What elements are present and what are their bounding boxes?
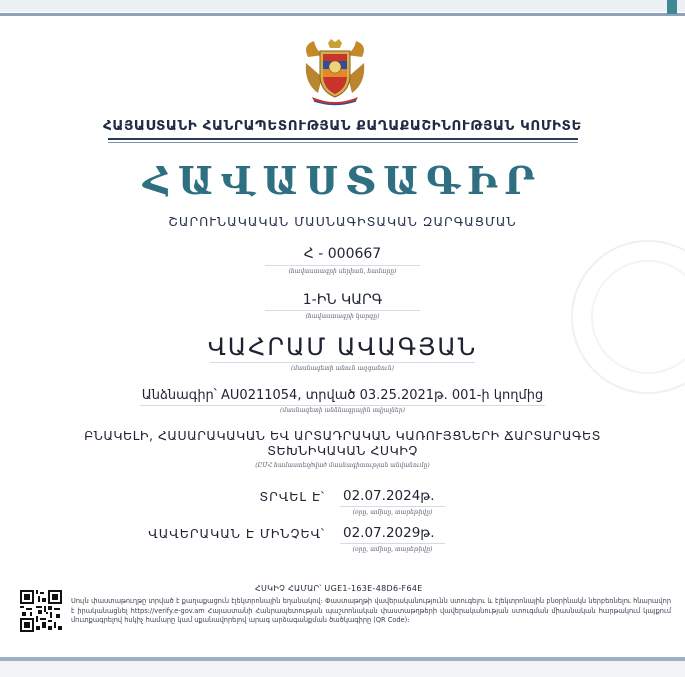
certificate-class: 1-ԻՆ ԿԱՐԳ (302, 292, 383, 308)
number-caption: (հավաստագրի սերիան, համարը) (288, 268, 397, 275)
issued-caption: (օրը, ամիսը, տարեթիվը) (352, 509, 433, 516)
class-underline (265, 310, 420, 311)
verification-code: ՀՍԿԻՉ ՀԱՄԱՐ՝ UGE1-163E-48D6-F64E (255, 584, 423, 593)
issued-label: ՏՐՎԵԼ Է՝ (259, 489, 325, 504)
issued-underline (340, 506, 445, 507)
valid-underline (340, 543, 445, 544)
number-underline (265, 265, 420, 266)
valid-until-label: ՎԱՎԵՐԱԿԱՆ Է ՄԻՆՉԵՎ՝ (148, 526, 325, 541)
certificate-number: Հ - 000667 (303, 246, 382, 262)
holder-name: ՎԱՀՐԱՄ ԱՎԱԳՅԱՆ (207, 333, 478, 361)
valid-until-date: 02.07.2029թ. (343, 525, 435, 541)
passport-details: Անձնագիր՝ AU0211054, տրված 03.25.2021թ. 001-ի կողմից (141, 388, 544, 403)
bottom-border (0, 661, 685, 677)
passport-underline (140, 405, 545, 406)
committee-name: ՀԱՅԱՍՏԱՆԻ ՀԱՆՐԱՊԵՏՈՒԹՅԱՆ ՔԱՂԱՔԱՇԻՆՈՒԹՅԱՆ ԿՈՄԻՏԵ (103, 118, 582, 134)
qr-code-icon[interactable] (20, 590, 62, 632)
specialty-line-2: ՏԵԽՆԻԿԱԿԱՆ ՀՍԿԻՉ (267, 443, 418, 458)
certificate-subtitle: ՇԱՐՈՒՆԱԿԱԿԱՆ ՄԱՍՆԱԳԻՏԱԿԱՆ ԶԱՐԳԱՑՄԱՆ (168, 214, 517, 229)
name-underline (210, 362, 475, 363)
issued-date: 02.07.2024թ. (343, 488, 435, 504)
holder-caption: (մասնագետի անուն ազգանուն) (291, 365, 394, 372)
certificate-title: ՀԱՎԱՍՏԱԳԻՐ (142, 158, 543, 203)
header-rule-thin (108, 142, 578, 143)
passport-caption: (մասնագետի անձնագրային տվյալներ) (280, 407, 405, 414)
coat-of-arms-icon (300, 37, 370, 109)
top-border-line (0, 13, 685, 16)
class-caption: (հավաստագրի կարգը) (305, 313, 380, 320)
specialty-line-1: ԲՆԱԿԵԼԻ, ՀԱՍԱՐԱԿԱԿԱՆ ԵՎ ԱՐՏԱԴՐԱԿԱՆ ԿԱՌՈՒՅՑՆԵՐԻ ՃԱՐՏԱՐԱԳԵՏ (84, 428, 601, 443)
specialty (0, 428, 685, 458)
specialty-caption: (ԸՄՀ համաստեղծված մասնագիտության անվանումը) (255, 462, 430, 469)
verification-note: Սույն փաստաթուղթը տրված է քաղաքացուն էլեկտրոնային եղանակով։ Փաստաթղթի վավերականությունն ստուգելու և էլեկտրոնային բնօրինակն ներբեռնելու հնարավոր է իրականացնել https://verify.e-gov.am Հայաստանի Հանրապետության պաշտոնական փաստաթղթերի վավերականության ստուգման միասնական հարթակում կայքում մուտքագրելով հսկիչ համարը կամ սքանավորելով արագ արձագանքման ծածկագիրը (QR Code)։ (71, 597, 671, 625)
header-rule (108, 138, 578, 140)
corner-mark (667, 0, 677, 14)
top-border (0, 0, 685, 12)
valid-caption: (օրը, ամիսը, տարեթիվը) (352, 546, 433, 553)
